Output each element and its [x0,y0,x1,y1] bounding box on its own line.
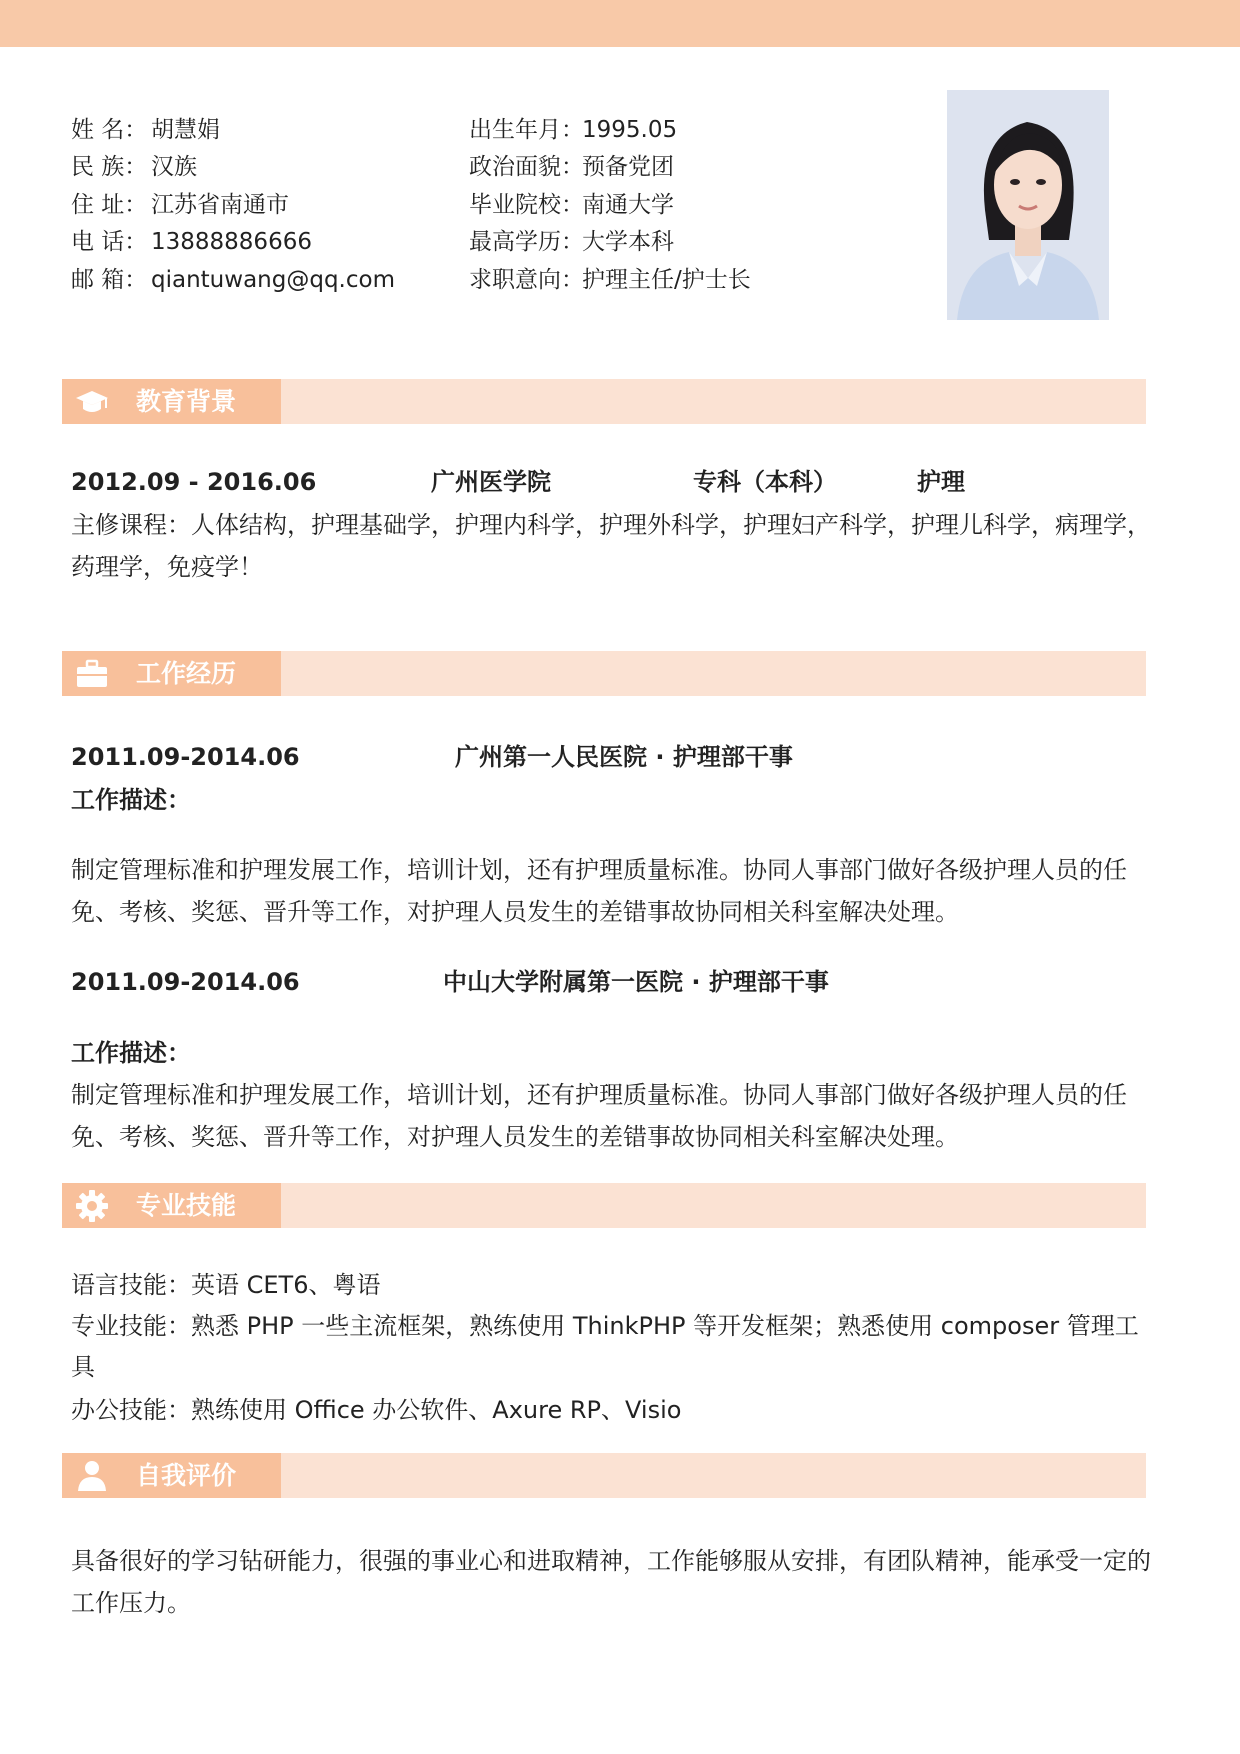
education-major: 护理 [917,468,965,496]
skill-professional: 专业技能：熟悉 PHP 一些主流框架，熟练使用 ThinkPHP 等开发框架；熟悉使用 composer 管理工具 [71,1312,1139,1381]
info-value: 胡慧娟 [151,117,220,143]
work-period: 2011.09-2014.06 [71,743,300,771]
info-ethnicity [71,152,197,182]
info-value: 南通大学 [582,192,674,218]
work-org: 中山大学附属第一医院 · 护理部干事 [443,968,829,996]
section-tab [62,651,281,696]
info-label: 电 话： [71,229,148,255]
info-value: 1995.05 [582,117,678,143]
gear-icon [74,1188,110,1224]
work-period: 2011.09-2014.06 [71,968,300,996]
info-phone [71,227,312,257]
work-desc-label: 工作描述： [71,786,191,814]
top-accent-band [0,0,1240,47]
info-value: 汉族 [151,154,197,180]
info-label: 邮 箱： [71,267,148,293]
info-label: 住 址： [71,192,148,218]
info-value: 大学本科 [582,229,674,255]
info-political [469,152,674,182]
info-label: 最高学历： [469,229,584,255]
info-value: 13888886666 [151,229,312,255]
info-name [71,115,220,145]
info-label: 求职意向： [469,267,584,293]
info-value: qiantuwang@qq.com [151,267,395,293]
info-label: 出生年月： [469,117,584,143]
education-school: 广州医学院 [431,468,551,496]
info-address [71,190,289,220]
graduation-cap-icon [74,384,110,420]
work-desc: 制定管理标准和护理发展工作，培训计划，还有护理质量标准。协同人事部门做好各级护理人员的任免、考核、奖惩、晋升等工作，对护理人员发生的差错事故协同相关科室解决处理。 [71,1081,1127,1151]
section-tab [62,1453,281,1498]
self-evaluation-text: 具备很好的学习钻研能力，很强的事业心和进取精神，工作能够服从安排，有团队精神，能承受一定的工作压力。 [71,1547,1151,1617]
info-email [71,265,395,295]
info-job-intent [469,265,751,295]
briefcase-icon [74,656,110,692]
section-header-work [62,651,1146,696]
info-birth [469,115,677,145]
skill-language: 语言技能：英语 CET6、粤语 [71,1271,381,1299]
info-label: 政治面貌： [469,154,584,180]
section-tab [62,379,281,424]
info-label: 民 族： [71,154,148,180]
section-header-skills [62,1183,1146,1228]
info-value: 护理主任/护士长 [582,267,751,293]
work-desc: 制定管理标准和护理发展工作，培训计划，还有护理质量标准。协同人事部门做好各级护理人员的任免、考核、奖惩、晋升等工作，对护理人员发生的差错事故协同相关科室解决处理。 [71,856,1127,926]
portrait-photo [947,90,1109,320]
section-title: 自我评价 [136,1461,237,1490]
work-org: 广州第一人民医院 · 护理部干事 [455,743,793,771]
section-title: 工作经历 [136,659,237,688]
info-school [469,190,674,220]
education-courses: 主修课程：人体结构，护理基础学，护理内科学，护理外科学，护理妇产科学，护理儿科学，病理学，药理学，免疫学！ [71,511,1151,581]
section-title: 专业技能 [136,1191,237,1220]
info-value: 江苏省南通市 [151,192,289,218]
section-header-education [62,379,1146,424]
education-degree: 专科（本科） [693,468,837,496]
skill-office: 办公技能：熟练使用 Office 办公软件、Axure RP、Visio [71,1396,682,1424]
section-header-self-evaluation [62,1453,1146,1498]
person-icon [74,1458,110,1494]
education-period: 2012.09 - 2016.06 [71,468,317,496]
section-title: 教育背景 [136,387,237,416]
info-value: 预备党团 [582,154,674,180]
work-desc-label: 工作描述： [71,1039,191,1067]
section-tab [62,1183,281,1228]
info-label: 姓 名： [71,117,148,143]
info-label: 毕业院校： [469,192,584,218]
info-education-level [469,227,674,257]
